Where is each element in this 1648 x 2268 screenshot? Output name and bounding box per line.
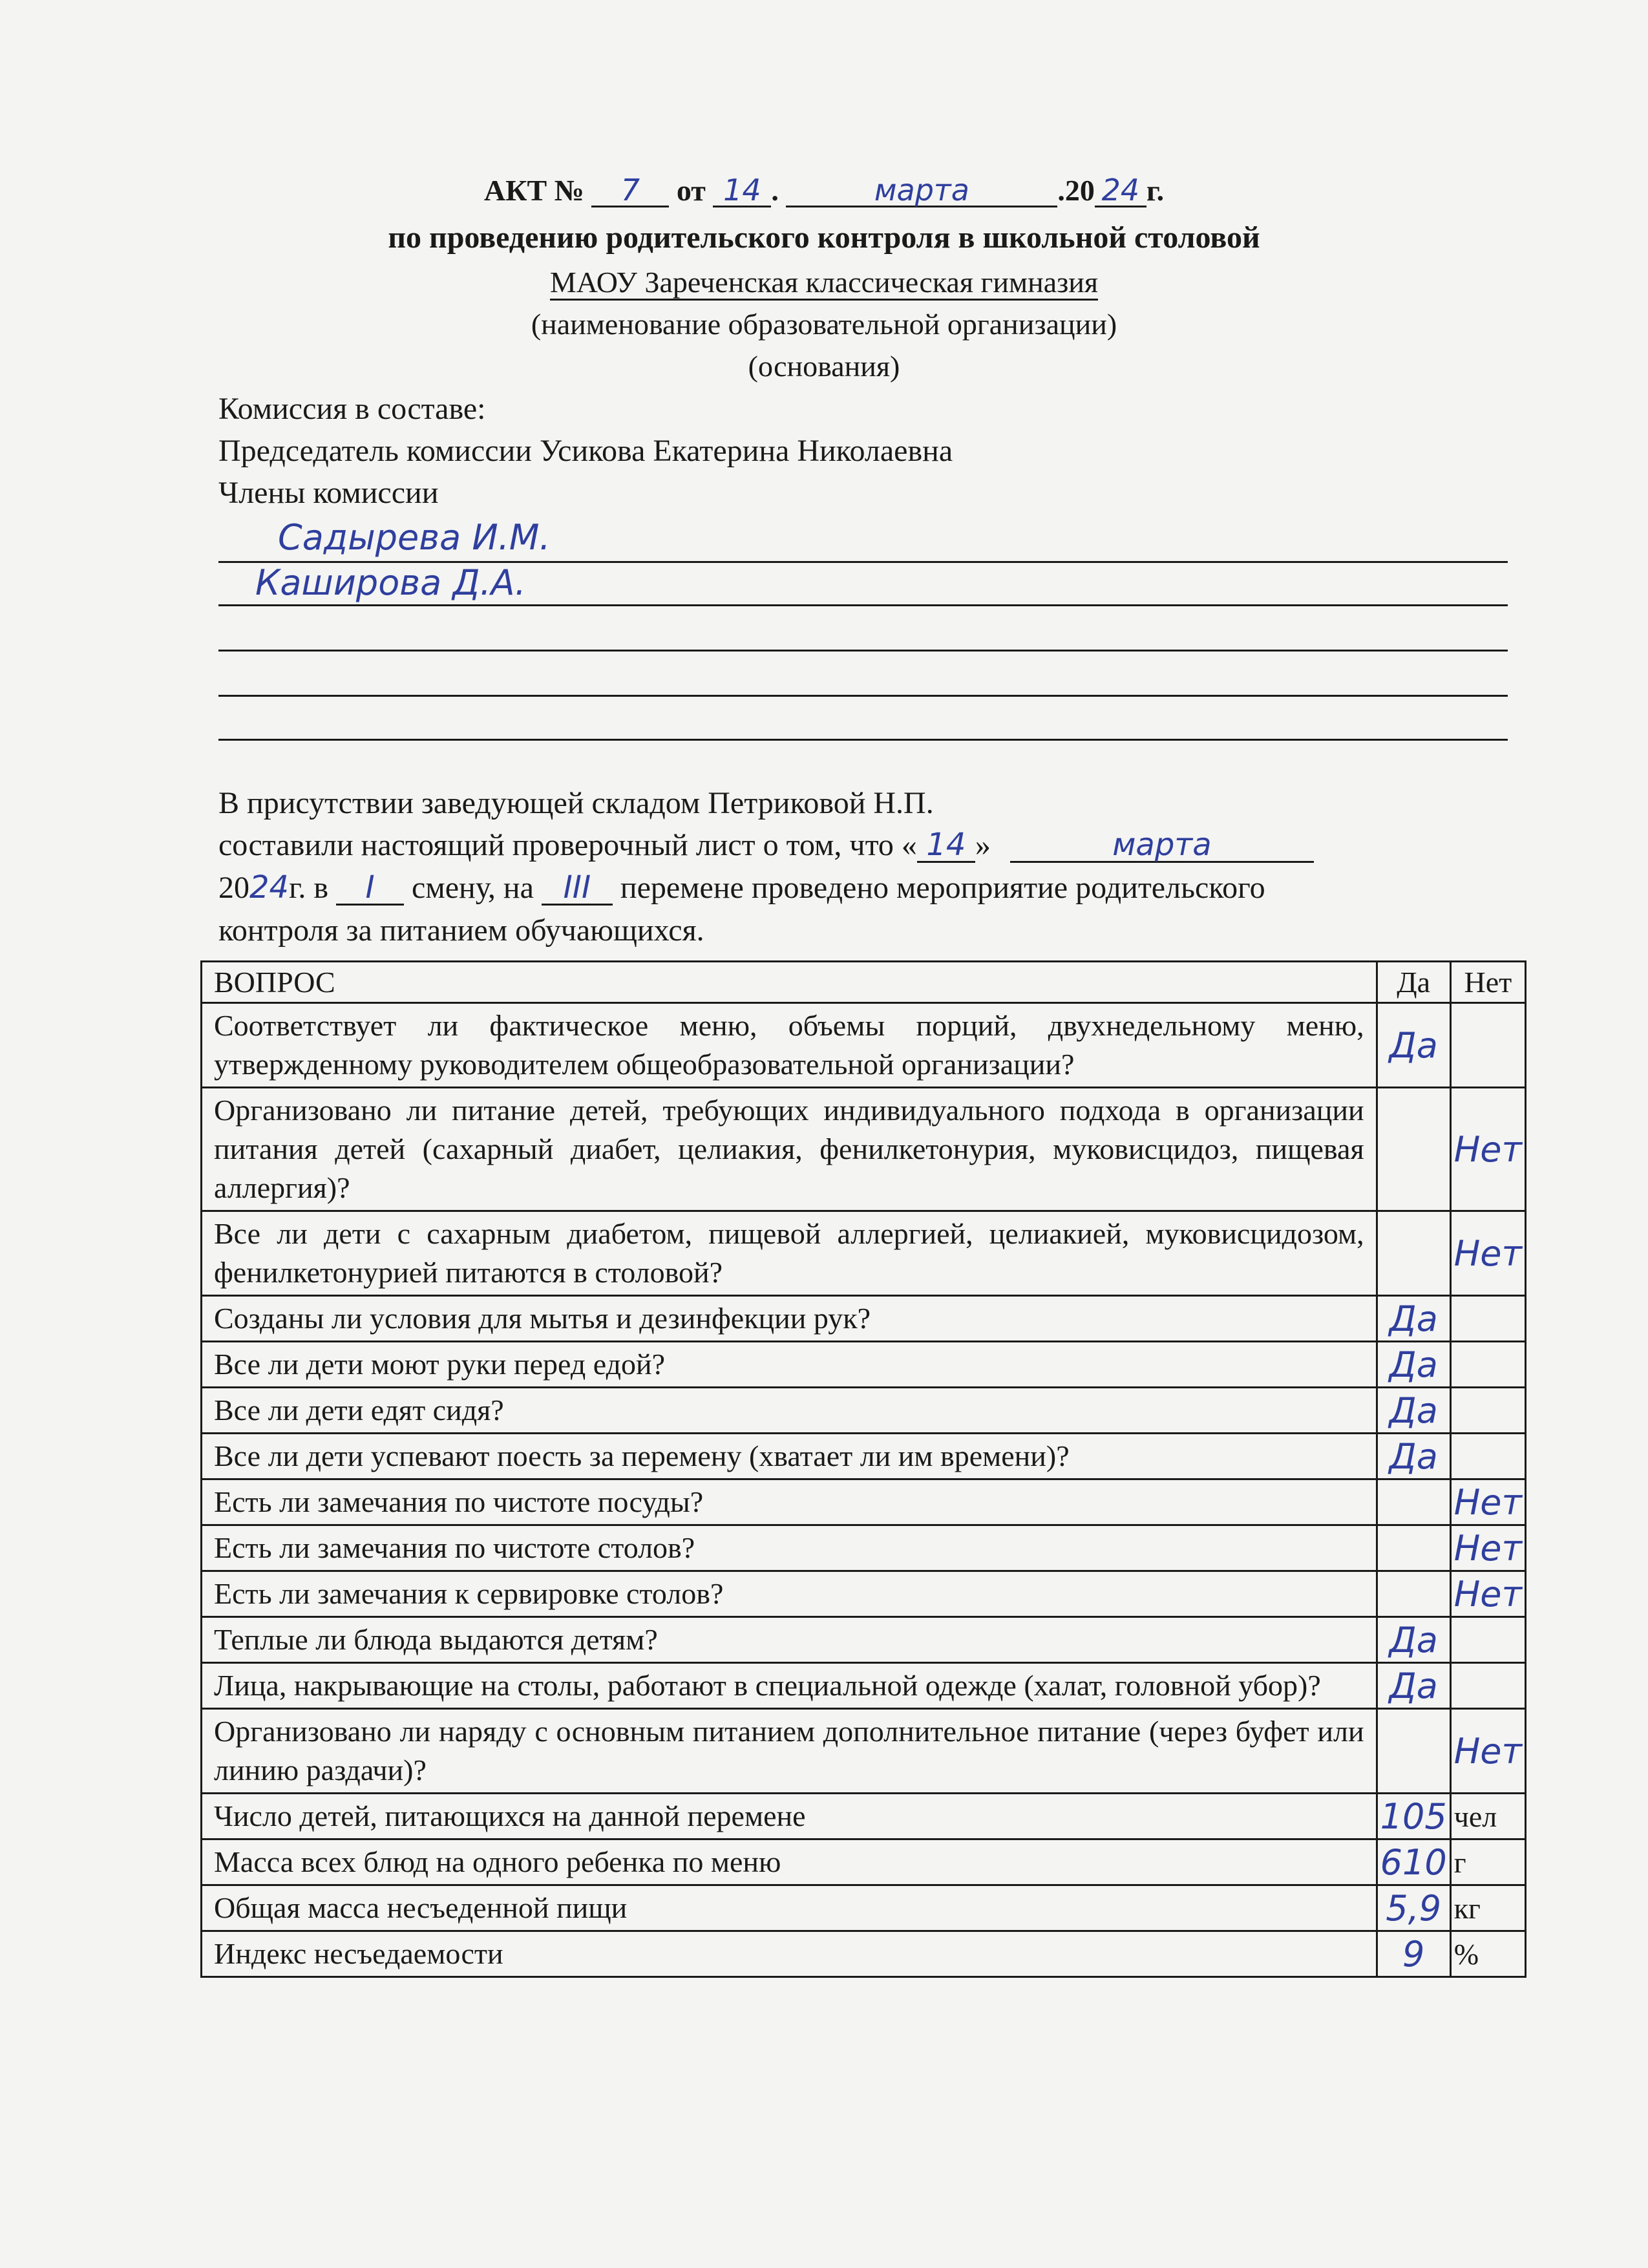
shift-field — [336, 869, 404, 906]
yes-cell — [1377, 1211, 1450, 1296]
statement-month-field — [1010, 829, 1314, 863]
yes-cell — [1377, 1709, 1450, 1794]
organization-note: (наименование образовательной организации) — [531, 308, 1117, 341]
question-cell: Организовано ли наряду с основным питанием дополнительное питание (через буфет или линию раздачи)? — [202, 1709, 1377, 1794]
table-row — [202, 1571, 1526, 1617]
table-header-row — [202, 962, 1526, 1003]
no-answer: Нет — [1453, 1481, 1522, 1523]
metric-value-cell — [1377, 1885, 1450, 1931]
metric-label: Общая масса несъеденной пищи — [202, 1885, 1377, 1931]
statement-year-prefix: 20 — [218, 871, 249, 905]
metric-label: Число детей, питающихся на данной перемене — [202, 1794, 1377, 1839]
statement-year: 24 — [249, 869, 290, 906]
metric-label: Индекс несъедаемости — [202, 1931, 1377, 1977]
metric-row — [202, 1885, 1526, 1931]
metric-value: 610 — [1380, 1841, 1447, 1883]
no-cell — [1450, 1617, 1525, 1663]
table-row — [202, 1709, 1526, 1794]
metric-value-cell — [1377, 1794, 1450, 1839]
act-year: 24 — [1101, 173, 1140, 207]
act-title — [0, 173, 1648, 207]
question-cell: Все ли дети с сахарным диабетом, пищевой аллергией, целиакией, муковисцидозом, фенилкетонурией питаются в столовой? — [202, 1211, 1377, 1296]
presence-line: В присутствии заведующей складом Петриковой Н.П. — [218, 786, 934, 820]
metric-row — [202, 1839, 1526, 1885]
no-cell — [1450, 1211, 1525, 1296]
commission-heading: Комиссия в составе: — [218, 392, 486, 426]
table-row — [202, 1088, 1526, 1211]
statement-text-b: смену, на — [412, 871, 534, 905]
statement-line-4: контроля за питанием обучающихся. — [218, 913, 704, 948]
member-line-2 — [218, 604, 1508, 606]
shift-number: I — [365, 869, 375, 906]
yes-cell — [1377, 1388, 1450, 1434]
yes-cell — [1377, 1434, 1450, 1479]
metric-row — [202, 1794, 1526, 1839]
metric-label: Масса всех блюд на одного ребенка по меню — [202, 1839, 1377, 1885]
yes-cell — [1377, 1296, 1450, 1342]
statement-text-a: г. в — [289, 871, 329, 905]
no-cell — [1450, 1296, 1525, 1342]
question-cell: Есть ли замечания по чистоте посуды? — [202, 1479, 1377, 1525]
yes-cell — [1377, 1663, 1450, 1709]
metric-value-cell — [1377, 1839, 1450, 1885]
question-cell: Есть ли замечания по чистоте столов? — [202, 1525, 1377, 1571]
no-cell — [1450, 1663, 1525, 1709]
table-row — [202, 1479, 1526, 1525]
break-field — [542, 869, 613, 906]
member-line-3 — [218, 650, 1508, 652]
from-label: от — [676, 174, 706, 207]
commission-member-2: Каширова Д.А. — [255, 562, 526, 603]
checklist-table — [200, 960, 1527, 1978]
no-cell — [1450, 1571, 1525, 1617]
question-cell: Организовано ли питание детей, требующих индивидуального подхода в организации питания детей (сахарный диабет, целиакия, фенилкетонурия, муковисцидоз, пищевая аллергия)? — [202, 1088, 1377, 1211]
yes-answer: Да — [1389, 1619, 1438, 1660]
no-cell — [1450, 1003, 1525, 1088]
table-row — [202, 1388, 1526, 1434]
metric-value: 105 — [1380, 1796, 1447, 1837]
no-answer: Нет — [1453, 1129, 1522, 1170]
table-row — [202, 1663, 1526, 1709]
commission-members-label: Члены комиссии — [218, 476, 439, 510]
table-row — [202, 1211, 1526, 1296]
metric-unit: кг — [1450, 1885, 1525, 1931]
member-line-4 — [218, 695, 1508, 697]
no-cell — [1450, 1709, 1525, 1794]
year-prefix: .20 — [1057, 174, 1095, 207]
statement-quote-close: » — [975, 828, 991, 862]
no-cell — [1450, 1525, 1525, 1571]
yes-cell — [1377, 1525, 1450, 1571]
metric-value-cell — [1377, 1931, 1450, 1977]
table-row — [202, 1525, 1526, 1571]
table-row — [202, 1617, 1526, 1663]
commission-chairman: Председатель комиссии Усикова Екатерина Николаевна — [218, 434, 953, 468]
yes-answer: Да — [1389, 1436, 1438, 1477]
question-cell: Соответствует ли фактическое меню, объемы порций, двухнедельному меню, утвержденному руководителем общеобразовательной организации? — [202, 1003, 1377, 1088]
yes-answer: Да — [1389, 1665, 1438, 1706]
table-row — [202, 1003, 1526, 1088]
question-cell: Созданы ли условия для мытья и дезинфекции рук? — [202, 1296, 1377, 1342]
basis-note: (основания) — [748, 350, 900, 383]
statement-text: составили настоящий проверочный лист о том, что « — [218, 828, 917, 862]
metric-value: 9 — [1402, 1933, 1425, 1975]
organization-text: МАОУ Зареченская классическая гимназия — [550, 266, 1098, 301]
header-yes: Да — [1377, 962, 1450, 1003]
yes-cell — [1377, 1088, 1450, 1211]
no-cell — [1450, 1388, 1525, 1434]
no-cell — [1450, 1479, 1525, 1525]
member-line-5 — [218, 739, 1508, 741]
table-row — [202, 1342, 1526, 1388]
yes-cell — [1377, 1571, 1450, 1617]
statement-day-field — [917, 829, 975, 863]
metric-unit: г — [1450, 1839, 1525, 1885]
statement-line-2 — [218, 827, 1314, 863]
yes-answer: Да — [1389, 1344, 1438, 1385]
question-cell: Все ли дети моют руки перед едой? — [202, 1342, 1377, 1388]
yes-cell — [1377, 1617, 1450, 1663]
organization-name — [0, 265, 1648, 299]
header-no: Нет — [1450, 962, 1525, 1003]
statement-month: марта — [1112, 827, 1212, 863]
act-month: марта — [874, 173, 969, 207]
dot-separator: . — [771, 174, 779, 207]
yes-answer: Да — [1389, 1390, 1438, 1431]
yes-answer: Да — [1389, 1298, 1438, 1339]
yes-cell — [1377, 1479, 1450, 1525]
no-cell — [1450, 1088, 1525, 1211]
act-number-field — [591, 175, 669, 207]
metric-row — [202, 1931, 1526, 1977]
header-question: ВОПРОС — [202, 962, 1377, 1003]
year-end: г. — [1146, 174, 1165, 207]
break-number: III — [563, 869, 591, 906]
commission-member-1: Садырева И.М. — [278, 517, 551, 558]
no-answer: Нет — [1453, 1730, 1522, 1772]
statement-day: 14 — [926, 827, 966, 863]
act-day: 14 — [723, 173, 761, 207]
no-answer: Нет — [1453, 1233, 1522, 1274]
month-field — [786, 175, 1057, 207]
no-cell — [1450, 1342, 1525, 1388]
metric-value: 5,9 — [1386, 1887, 1442, 1929]
question-cell: Есть ли замечания к сервировке столов? — [202, 1571, 1377, 1617]
question-cell: Теплые ли блюда выдаются детям? — [202, 1617, 1377, 1663]
question-cell: Все ли дети едят сидя? — [202, 1388, 1377, 1434]
no-answer: Нет — [1453, 1527, 1522, 1569]
no-answer: Нет — [1453, 1573, 1522, 1615]
yes-answer: Да — [1389, 1024, 1438, 1066]
question-cell: Лица, накрывающие на столы, работают в специальной одежде (халат, головной убор)? — [202, 1663, 1377, 1709]
act-label: АКТ № — [483, 174, 584, 207]
no-cell — [1450, 1434, 1525, 1479]
yes-cell — [1377, 1342, 1450, 1388]
act-subtitle: по проведению родительского контроля в школьной столовой — [388, 220, 1260, 255]
table-row — [202, 1434, 1526, 1479]
question-cell: Все ли дети успевают поесть за перемену (хватает ли им времени)? — [202, 1434, 1377, 1479]
table-row — [202, 1296, 1526, 1342]
yes-cell — [1377, 1003, 1450, 1088]
year-field — [1095, 175, 1146, 207]
metric-unit: % — [1450, 1931, 1525, 1977]
metric-unit: чел — [1450, 1794, 1525, 1839]
act-number: 7 — [620, 173, 640, 207]
statement-text-c: перемене проведено мероприятие родительского — [620, 871, 1265, 905]
day-field — [713, 175, 771, 207]
statement-line-3 — [218, 869, 1524, 906]
